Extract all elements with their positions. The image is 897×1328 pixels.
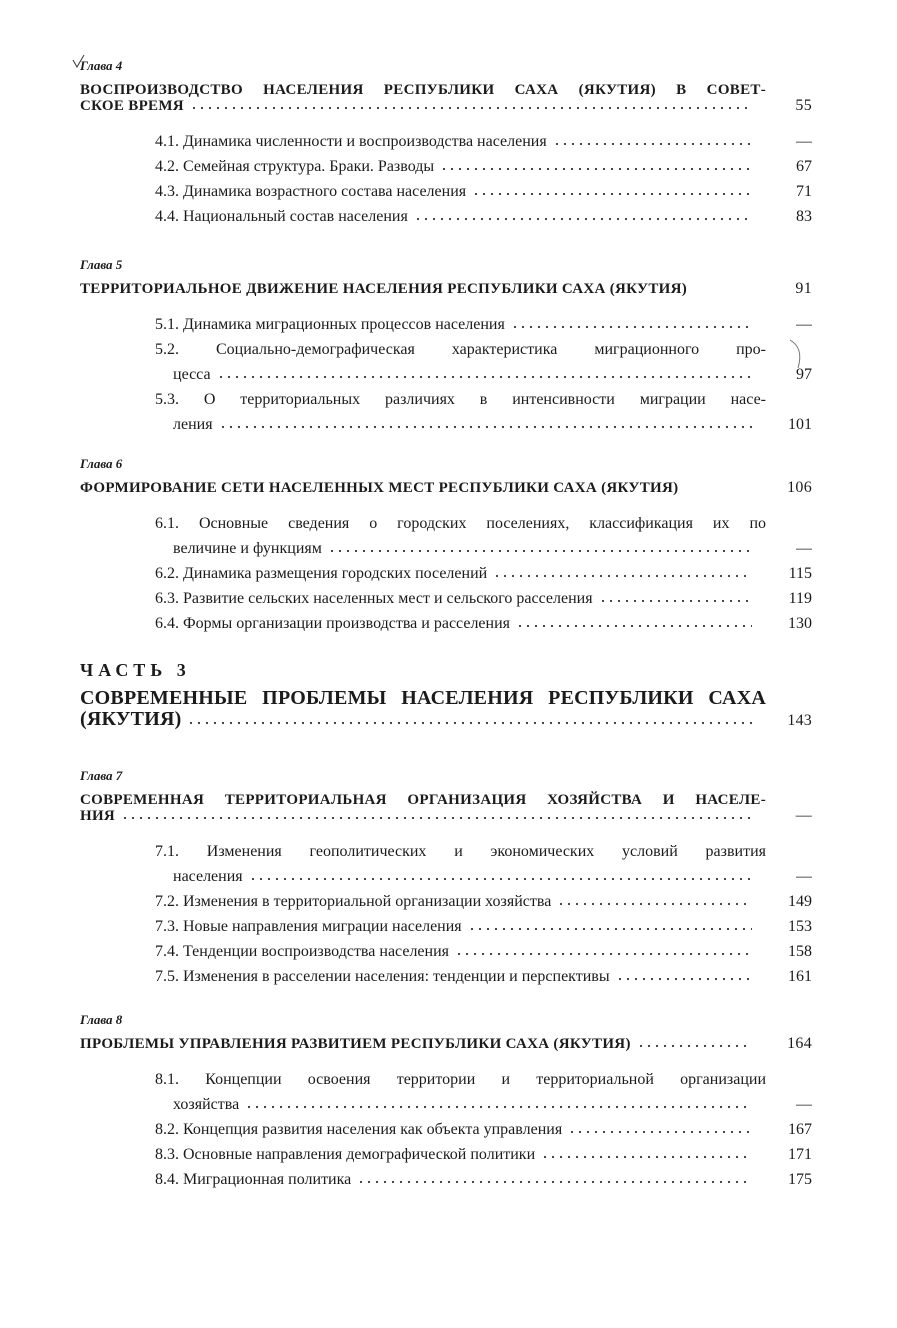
heading-line: ПРОБЛЕМЫ УПРАВЛЕНИЯ РАЗВИТИЕМ РЕСПУБЛИКИ САХА (ЯКУТИЯ): [80, 1036, 631, 1052]
dot-leader: [440, 163, 752, 171]
toc-entry[interactable]: [80, 939, 812, 964]
entry-title-cont: ления: [173, 416, 213, 433]
dot-leader: [328, 545, 752, 553]
dot-leader: [121, 812, 752, 820]
dot-leader: [557, 898, 752, 906]
toc-entry[interactable]: [80, 1142, 812, 1167]
heading-line: СКОЕ ВРЕМЯ: [80, 98, 184, 114]
toc-entry[interactable]: [80, 889, 812, 914]
entry-title: 6.1. Основные сведения о городских поселениях, классификация их по: [155, 515, 766, 532]
page-number: 153: [788, 918, 812, 935]
page-number: 83: [796, 208, 812, 225]
toc-entry[interactable]: [80, 312, 812, 337]
dot-leader: [245, 1101, 752, 1109]
page-number: 67: [796, 158, 812, 175]
chapter-heading[interactable]: [80, 82, 812, 114]
entry-title: 4.2. Семейная структура. Браки. Разводы: [155, 158, 435, 175]
dot-leader: [219, 421, 752, 429]
toc-entry[interactable]: [80, 511, 812, 561]
toc-entry[interactable]: [80, 179, 812, 204]
page-number: —: [796, 868, 812, 885]
dot-leader: [568, 1126, 752, 1134]
toc-entry[interactable]: [80, 839, 812, 889]
part-heading[interactable]: [80, 688, 812, 731]
dot-leader: [616, 973, 752, 981]
dot-leader: [541, 1151, 752, 1159]
chapter-label: Глава 7: [80, 768, 123, 783]
dot-leader: [599, 595, 752, 603]
toc-entry[interactable]: [80, 337, 812, 387]
toc-entry[interactable]: [80, 129, 812, 154]
chapter-heading[interactable]: [80, 480, 812, 496]
dot-leader: [511, 321, 752, 329]
page-number: 161: [788, 968, 812, 985]
chapter-6: [80, 454, 812, 636]
heading-line: ВОСПРОИЗВОДСТВО НАСЕЛЕНИЯ РЕСПУБЛИКИ САХА (ЯКУТИЯ) В СОВЕТ-: [80, 82, 766, 98]
page-number: 97: [796, 366, 812, 383]
entry-title-cont: цесса: [173, 366, 211, 383]
toc-entry[interactable]: [80, 154, 812, 179]
chapter-heading[interactable]: [80, 1036, 812, 1052]
dot-leader: [190, 102, 752, 110]
page-number: —: [795, 807, 812, 824]
page-number: 164: [787, 1035, 812, 1052]
page-number: 106: [787, 479, 812, 496]
heading-line: ТЕРРИТОРИАЛЬНОЕ ДВИЖЕНИЕ НАСЕЛЕНИЯ РЕСПУБЛИКИ САХА (ЯКУТИЯ): [80, 281, 688, 297]
heading-line: НИЯ: [80, 808, 116, 824]
page-number: 91: [795, 280, 812, 297]
entry-title: 7.5. Изменения в расселении населения: тенденции и перспективы: [155, 968, 610, 985]
toc-entry[interactable]: [80, 1117, 812, 1142]
entry-title: 8.3. Основные направления демографической политики: [155, 1146, 536, 1163]
chapter-label: Глава 4: [80, 58, 123, 73]
chapter-heading[interactable]: [80, 281, 812, 297]
part-3: [80, 658, 812, 731]
spacer: [693, 285, 752, 293]
entry-title: 6.3. Развитие сельских населенных мест и сельского расселения: [155, 590, 593, 607]
page-number: 119: [788, 590, 812, 607]
page-number: 167: [788, 1121, 812, 1138]
heading-line: ФОРМИРОВАНИЕ СЕТИ НАСЕЛЕННЫХ МЕСТ РЕСПУБЛИКИ САХА (ЯКУТИЯ): [80, 480, 679, 496]
page-number: —: [796, 316, 812, 333]
heading-line: (ЯКУТИЯ): [80, 708, 182, 730]
dot-leader: [455, 948, 752, 956]
page-number: —: [796, 133, 812, 150]
page-number: —: [796, 1096, 812, 1113]
page-number: 55: [795, 97, 812, 114]
entry-title-cont: величине и функциям: [173, 540, 322, 557]
entry-title-cont: хозяйства: [173, 1096, 240, 1113]
part-label: ЧАСТЬ 3: [80, 660, 191, 680]
spacer: [684, 484, 752, 492]
chapter-heading[interactable]: [80, 792, 812, 824]
entry-title: 4.1. Динамика численности и воспроизводства населения: [155, 133, 547, 150]
dot-leader: [472, 188, 752, 196]
dot-leader: [516, 620, 752, 628]
entry-title: 6.4. Формы организации производства и расселения: [155, 615, 511, 632]
entry-title-cont: населения: [173, 868, 243, 885]
entry-title: 8.4. Миграционная политика: [155, 1171, 352, 1188]
page-number: 175: [788, 1171, 812, 1188]
toc-entry[interactable]: [80, 561, 812, 586]
entry-title: 7.1. Изменения геополитических и экономических условий развития: [155, 843, 766, 860]
chapter-4: [80, 56, 812, 229]
page-number: 71: [796, 183, 812, 200]
entry-title: 6.2. Динамика размещения городских поселений: [155, 565, 488, 582]
page-number: 115: [788, 565, 812, 582]
chapter-5: [80, 255, 812, 437]
dot-leader: [414, 213, 752, 221]
page-number: 130: [788, 615, 812, 632]
dot-leader: [493, 570, 752, 578]
entry-title: 5.3. О территориальных различиях в интенсивности миграции насе-: [155, 391, 766, 408]
heading-line: СОВРЕМЕННЫЕ ПРОБЛЕМЫ НАСЕЛЕНИЯ РЕСПУБЛИКИ САХА: [80, 687, 766, 709]
entry-title: 4.3. Динамика возрастного состава населения: [155, 183, 467, 200]
entry-title: 7.3. Новые направления миграции населения: [155, 918, 462, 935]
toc-entry[interactable]: [80, 914, 812, 939]
chapter-8: [80, 1010, 812, 1192]
entry-title: 7.4. Тенденции воспроизводства населения: [155, 943, 450, 960]
chapter-label: Глава 6: [80, 456, 123, 471]
dot-leader: [187, 717, 752, 725]
chapter-7: [80, 766, 812, 989]
dot-leader: [249, 873, 752, 881]
toc-entry[interactable]: [80, 1167, 812, 1192]
dot-leader: [217, 371, 752, 379]
page-number: 158: [788, 943, 812, 960]
page-number: 171: [788, 1146, 812, 1163]
entry-title: 4.4. Национальный состав населения: [155, 208, 408, 225]
dot-leader: [637, 1040, 752, 1048]
chapter-label: Глава 8: [80, 1012, 123, 1027]
page-number: 101: [788, 416, 812, 433]
entry-title: 8.2. Концепция развития населения как объекта управления: [155, 1121, 563, 1138]
toc-entry[interactable]: [80, 611, 812, 636]
toc-entry[interactable]: [80, 964, 812, 989]
entry-title: 8.1. Концепции освоения территории и территориальной организации: [155, 1071, 766, 1088]
toc-entry[interactable]: [80, 586, 812, 611]
entry-title: 7.2. Изменения в территориальной организации хозяйства: [155, 893, 552, 910]
page-number: 149: [788, 893, 812, 910]
chapter-label: Глава 5: [80, 257, 123, 272]
toc-entry[interactable]: [80, 387, 812, 437]
toc-entry[interactable]: [80, 1067, 812, 1117]
heading-line: СОВРЕМЕННАЯ ТЕРРИТОРИАЛЬНАЯ ОРГАНИЗАЦИЯ ХОЗЯЙСТВА И НАСЕЛЕ-: [80, 792, 766, 808]
entry-title: 5.2. Социально-демографическая характеристика миграционного про-: [155, 341, 766, 358]
page-number: —: [796, 540, 812, 557]
dot-leader: [468, 923, 752, 931]
toc-entry[interactable]: [80, 204, 812, 229]
page-number: 143: [787, 712, 812, 729]
dot-leader: [357, 1176, 752, 1184]
entry-title: 5.1. Динамика миграционных процессов населения: [155, 316, 505, 333]
dot-leader: [553, 138, 752, 146]
